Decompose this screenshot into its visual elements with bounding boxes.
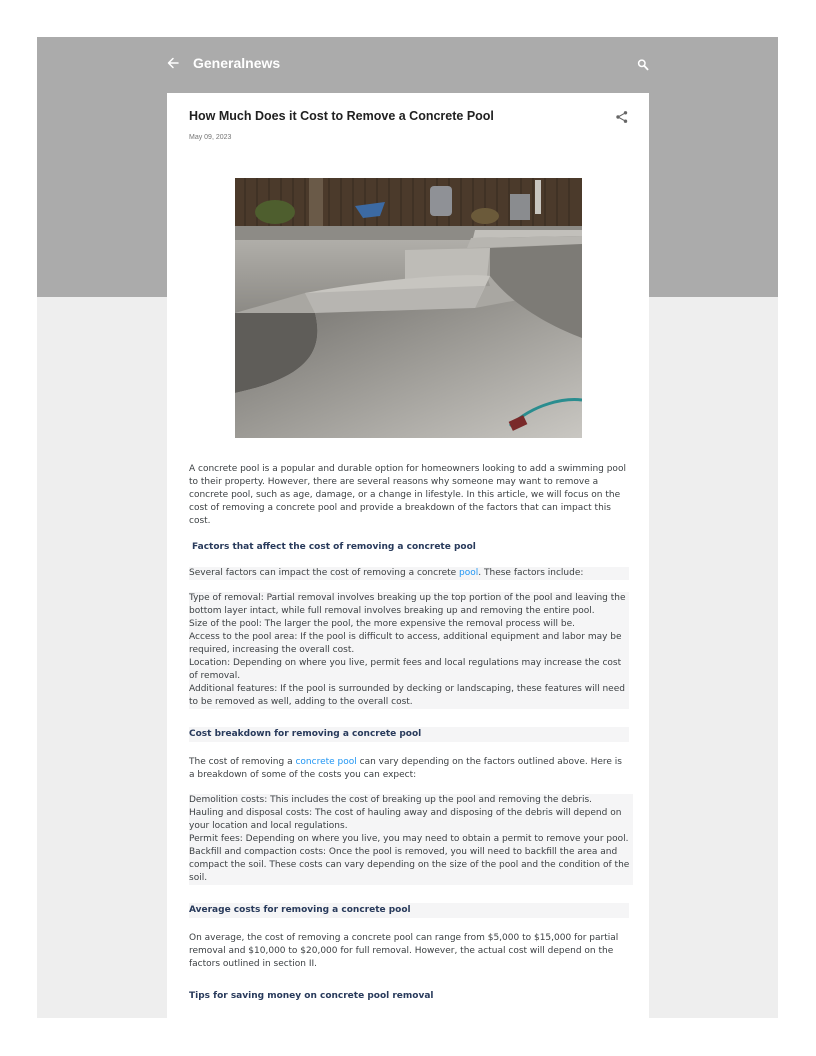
factors-list bbox=[189, 592, 629, 709]
section-heading-averages: Average costs for removing a concrete pool bbox=[189, 903, 629, 918]
list-item: Hauling and disposal costs: The cost of hauling away and disposing of the debris will depend on your location and local regulations. bbox=[189, 808, 622, 831]
breakdown-list bbox=[189, 794, 633, 885]
list-item: Permit fees: Depending on where you live, you may need to obtain a permit to remove your pool. bbox=[189, 834, 629, 844]
pool-photo bbox=[235, 178, 582, 438]
section-heading-tips: Tips for saving money on concrete pool removal bbox=[189, 991, 434, 1001]
list-item: Access to the pool area: If the pool is difficult to access, additional equipment and labor may be required, increasing the overall cost. bbox=[189, 632, 622, 655]
pool-link[interactable]: pool bbox=[459, 568, 479, 578]
share-icon[interactable] bbox=[615, 109, 629, 123]
post-card bbox=[167, 93, 649, 1018]
intro-paragraph: A concrete pool is a popular and durable option for homeowners looking to add a swimming pool to their property. However, there are several reasons why someone may want to remove a concrete pool, such as age, damage, or a change in lifestyle. In this article, we will focus on the cost of removing a concrete pool and provide a breakdown of the factors that can impact this cost. bbox=[189, 464, 626, 526]
list-item: Size of the pool: The larger the pool, the more expensive the removal process will be. bbox=[189, 619, 575, 629]
concrete-pool-link[interactable]: concrete pool bbox=[295, 757, 357, 767]
list-item: Demolition costs: This includes the cost of breaking up the pool and removing the debris. bbox=[189, 795, 593, 805]
averages-paragraph: On average, the cost of removing a concrete pool can range from $5,000 to $15,000 for partial removal and $10,000 to $20,000 for full removal. However, the actual cost will depend on the factors outlined in section II. bbox=[189, 933, 619, 969]
post-title: How Much Does it Cost to Remove a Concrete Pool bbox=[189, 109, 494, 123]
list-item: Backfill and compaction costs: Once the pool is removed, you will need to backfill the area and compact the soil. These costs can vary depending on the size of the pool and the condition of the soil. bbox=[189, 847, 630, 883]
post-body bbox=[189, 463, 629, 1004]
breakdown-lead-text-end: can vary depending on the factors outlined above. Here is a breakdown of some of the costs you can expect: bbox=[189, 757, 622, 780]
page-frame bbox=[37, 37, 778, 1018]
section-heading-factors: Factors that affect the cost of removing a concrete pool bbox=[192, 542, 476, 552]
breakdown-lead-text: The cost of removing a bbox=[189, 757, 296, 767]
search-icon[interactable] bbox=[637, 57, 649, 71]
section-heading-breakdown: Cost breakdown for removing a concrete pool bbox=[189, 727, 629, 742]
factors-lead bbox=[189, 567, 629, 580]
breakdown-lead bbox=[189, 756, 629, 782]
top-bar bbox=[37, 37, 778, 91]
list-item: Additional features: If the pool is surrounded by decking or landscaping, these features will need to be removed as well, adding to the overall cost. bbox=[189, 684, 625, 707]
post-date: May 09, 2023 bbox=[189, 134, 232, 141]
factors-lead-text-end: . These factors include: bbox=[478, 568, 584, 578]
list-item: Location: Depending on where you live, permit fees and local regulations may increase the cost of removal. bbox=[189, 658, 622, 681]
arrow-left-icon[interactable] bbox=[167, 54, 181, 72]
list-item: Type of removal: Partial removal involves breaking up the top portion of the pool and leaving the bottom layer intact, while full removal involves breaking up and removing the entire pool. bbox=[189, 593, 626, 616]
site-title[interactable]: Generalnews bbox=[193, 55, 281, 71]
factors-lead-text: Several factors can impact the cost of removing a concrete bbox=[189, 568, 460, 578]
